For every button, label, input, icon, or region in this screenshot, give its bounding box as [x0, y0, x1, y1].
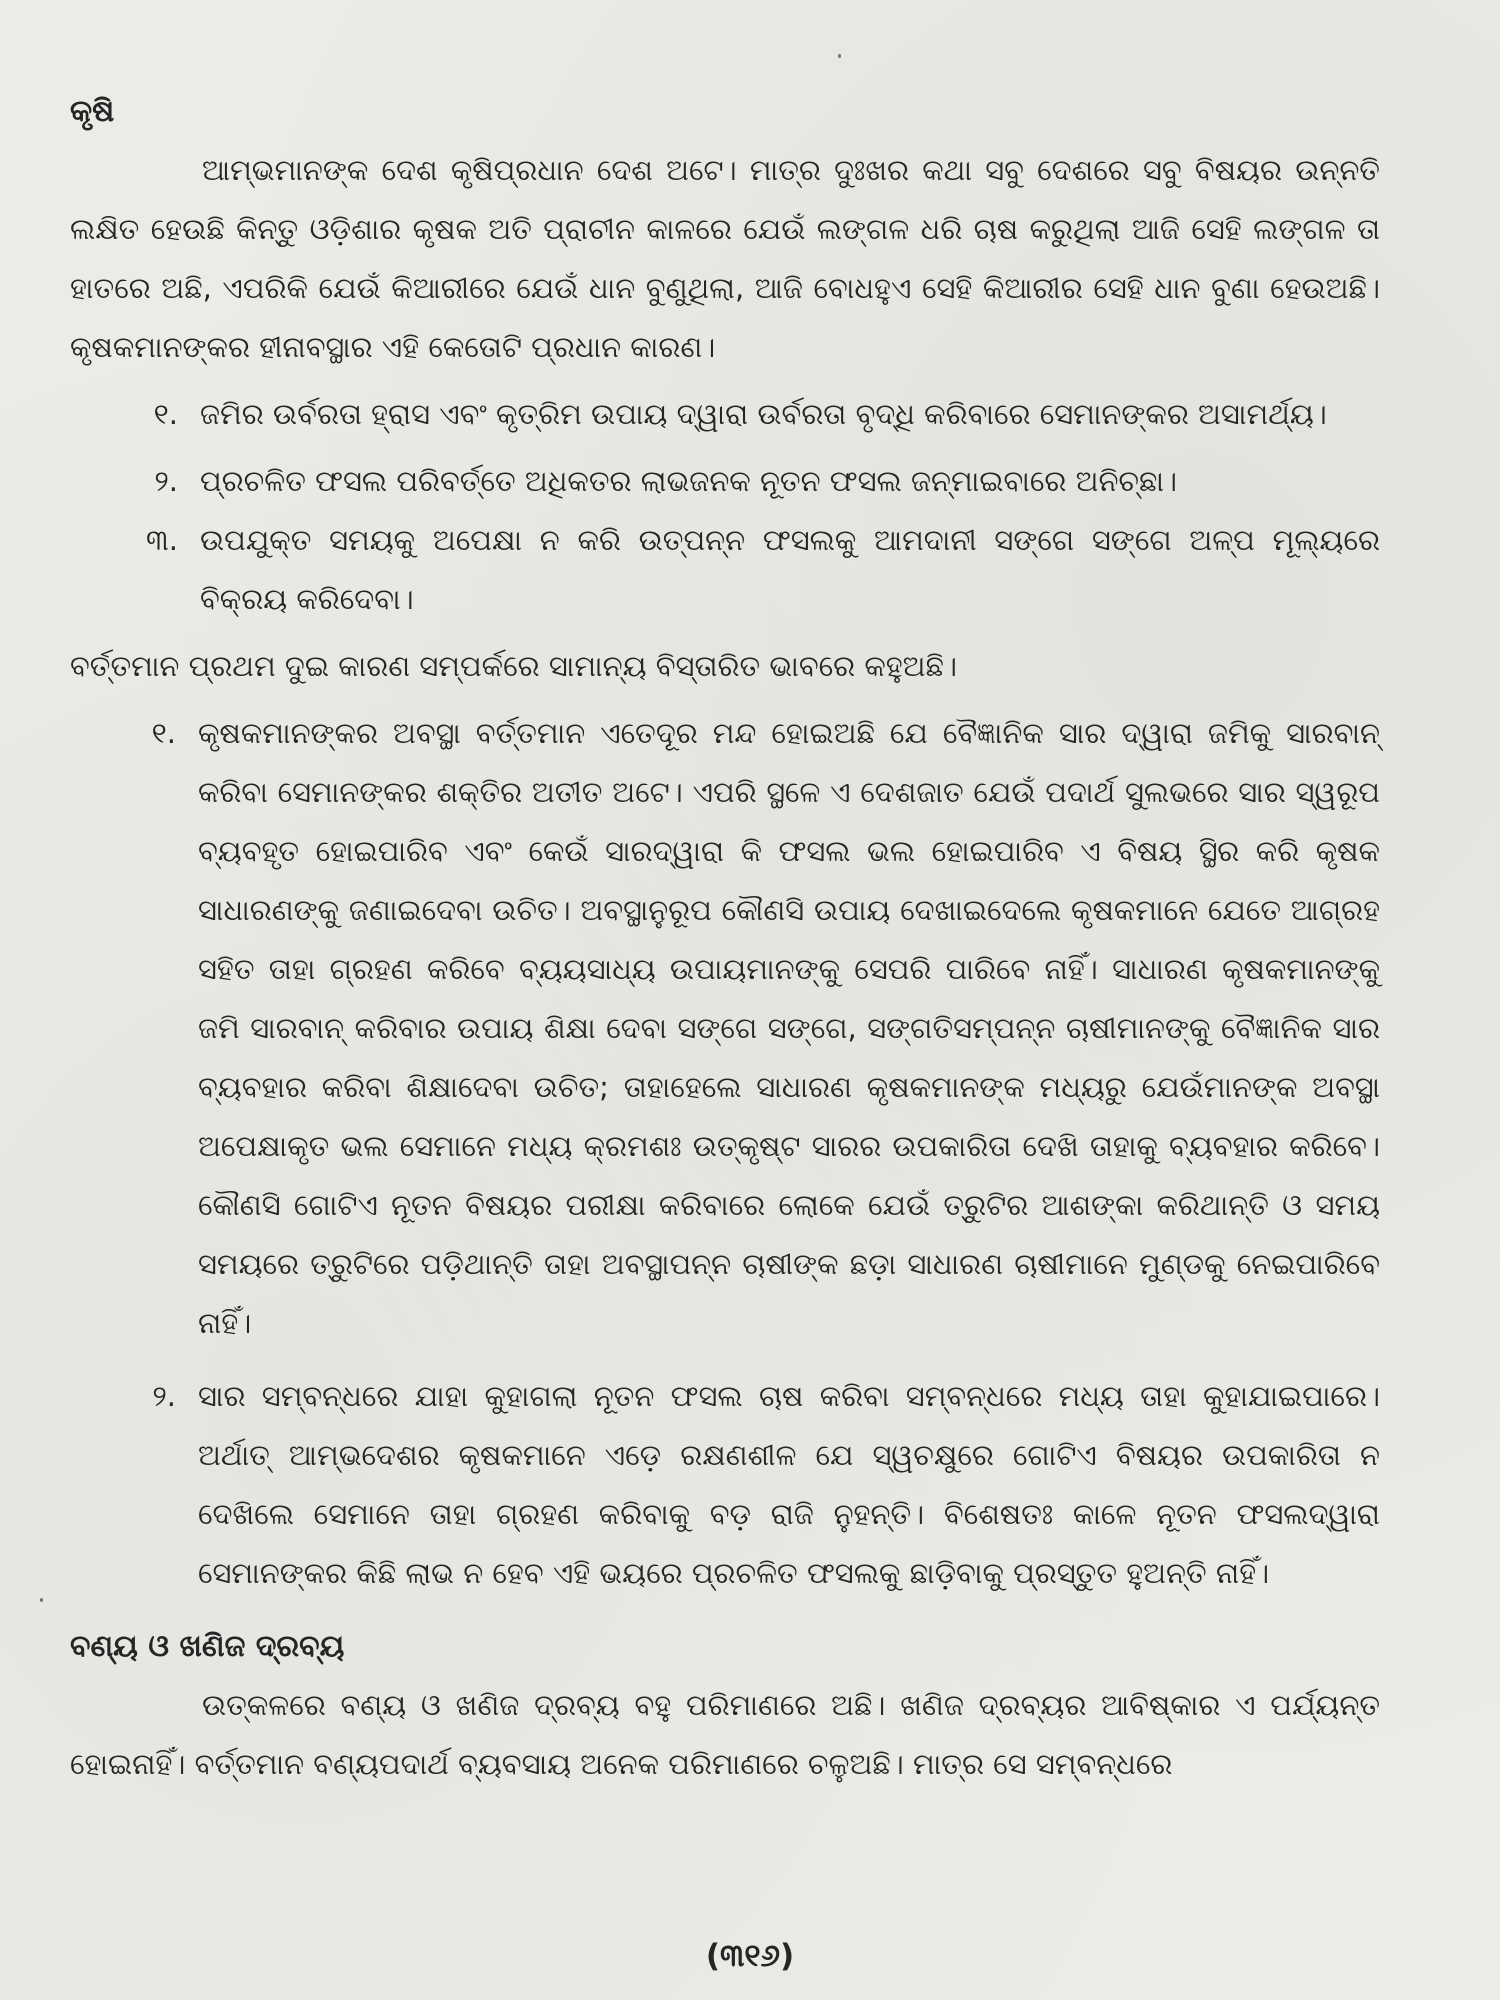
page-body	[70, 82, 1380, 1794]
section-heading-forest-minerals: ବଣ୍ୟ ଓ ଖଣିଜ ଦ୍ରବ୍ୟ	[70, 1629, 345, 1664]
explanation-intro: ବର୍ତ୍ତମାନ ପ୍ରଥମ ଦୁଇ କାରଣ ସମ୍ପର୍କରେ ସାମାନ୍ୟ ବିସ୍ତାରିତ ଭାବରେ କହୁଅଛି।	[70, 649, 957, 683]
list-text: ଉପଯୁକ୍ତ ସମୟକୁ ଅପେକ୍ଷା ନ କରି ଉତ୍ପନ୍ନ ଫସଲକୁ ଆମଦାନୀ ସଙ୍ଗେ ସଙ୍ଗେ ଅଳ୍ପ ମୂଲ୍ୟରେ ବିକ୍ରୟ କରିଦେବା।	[200, 523, 1380, 616]
list-text: କୃଷକମାନଙ୍କର ଅବସ୍ଥା ବର୍ତ୍ତମାନ ଏତେଦୂର ମନ୍ଦ ହୋଇଅଛି ଯେ ବୈଜ୍ଞାନିକ ସାର ଦ୍ୱାରା ଜମିକୁ ସାରବାନ୍ କରିବା ସେମାନଙ୍କର ଶକ୍ତିର ଅତୀତ ଅଟେ। ଏପରି ସ୍ଥଳେ ଏ ଦେଶଜାତ ଯେଉଁ ପଦାର୍ଥ ସୁଲଭରେ ସାର ସ୍ୱରୂପ ବ୍ୟବହୃତ ହୋଇପାରିବ ଏବଂ କେଉଁ ସାରଦ୍ୱାରା କି ଫସଲ ଭଲ ହୋଇପାରିବ ଏ ବିଷୟ ସ୍ଥିର କରି କୃଷକ ସାଧାରଣଙ୍କୁ ଜଣାଇଦେବା ଉଚିତ। ଅବସ୍ଥାନୁରୂପ କୌଣସି ଉପାୟ ଦେଖାଇଦେଲେ କୃଷକମାନେ ଯେତେ ଆଗ୍ରହ ସହିତ ତାହା ଗ୍ରହଣ କରିବେ ବ୍ୟୟସାଧ୍ୟ ଉପାୟମାନଙ୍କୁ ସେପରି ପାରିବେ ନାହିଁ। ସାଧାରଣ କୃଷକମାନଙ୍କୁ ଜମି ସାରବାନ୍ କରିବାର ଉପାୟ ଶିକ୍ଷା ଦେବା ସଙ୍ଗେ ସଙ୍ଗେ, ସଙ୍ଗତିସମ୍ପନ୍ନ ଚାଷୀମାନଙ୍କୁ ବୈଜ୍ଞାନିକ ସାର ବ୍ୟବହାର କରିବା ଶିକ୍ଷାଦେବା ଉଚିତ; ତାହାହେଲେ ସାଧାରଣ କୃଷକମାନଙ୍କ ମଧ୍ୟରୁ ଯେଉଁମାନଙ୍କ ଅବସ୍ଥା ଅପେକ୍ଷାକୃତ ଭଲ ସେମାନେ ମଧ୍ୟ କ୍ରମଶଃ ଉତ୍କୃଷ୍ଟ ସାରର ଉପକାରିତା ଦେଖି ତାହାକୁ ବ୍ୟବହାର କରିବେ। କୌଣସି ଗୋଟିଏ ନୂତନ ବିଷୟର ପରୀକ୍ଷା କରିବାରେ ଲୋକେ ଯେଉଁ ତ୍ରୁଟିର ଆଶଙ୍କା କରିଥାନ୍ତି ଓ ସମୟ ସମୟରେ ତ୍ରୁଟିରେ ପଡ଼ିଥାନ୍ତି ତାହା ଅବସ୍ଥାପନ୍ନ ଚାଷୀଙ୍କ ଛଡ଼ା ସାଧାରଣ ଚାଷୀମାନେ ମୁଣ୍ଡକୁ ନେଇପାରିବେ ନାହିଁ।	[198, 716, 1380, 1340]
paper-speck	[838, 54, 841, 58]
list-text: ସାର ସମ୍ବନ୍ଧରେ ଯାହା କୁହାଗଲା ନୂତନ ଫସଲ ଚାଷ କରିବା ସମ୍ବନ୍ଧରେ ମଧ୍ୟ ତାହା କୁହାଯାଇପାରେ। ଅର୍ଥାତ୍ ଆମ୍ଭଦେଶର କୃଷକମାନେ ଏଡ଼େ ରକ୍ଷଣଶୀଳ ଯେ ସ୍ୱଚକ୍ଷୁରେ ଗୋଟିଏ ବିଷୟର ଉପକାରିତା ନ ଦେଖିଲେ ସେମାନେ ତାହା ଗ୍ରହଣ କରିବାକୁ ବଡ଼ ରାଜି ନୁହନ୍ତି। ବିଶେଷତଃ କାଳେ ନୂତନ ଫସଲଦ୍ୱାରା ସେମାନଙ୍କର କିଛି ଲାଭ ନ ହେବ ଏହି ଭୟରେ ପ୍ରଚଳିତ ଫସଲକୁ ଛାଡ଼ିବାକୁ ପ୍ରସ୍ତୁତ ହୁଅନ୍ତି ନାହିଁ।	[198, 1379, 1380, 1590]
list-item-reason	[70, 511, 1380, 629]
list-number: ୩.	[145, 523, 178, 557]
list-item-explanation	[70, 704, 1380, 1353]
paper-speck	[40, 1598, 43, 1602]
list-text: ପ୍ରଚଳିତ ଫସଲ ପରିବର୍ତ୍ତେ ଅଧିକତର ଲାଭଜନକ ନୂତନ ଫସଲ ଜନ୍ମାଇବାରେ ଅନିଚ୍ଛା।	[200, 464, 1178, 498]
list-number: ୨.	[154, 464, 178, 498]
list-number: ୧.	[151, 716, 176, 750]
page-number: (୩୧୬)	[705, 1938, 795, 1974]
list-number: ୧.	[153, 397, 178, 431]
list-number: ୨.	[152, 1379, 176, 1413]
list-text: ଜମିର ଉର୍ବରତା ହ୍ରାସ ଏବଂ କୃତ୍ରିମ ଉପାୟ ଦ୍ୱାରା ଉର୍ବରତା ବୃଦ୍ଧି କରିବାରେ ସେମାନଙ୍କର ଅସାମର୍ଥ୍ୟ।	[200, 397, 1327, 431]
list-item-reason	[70, 385, 1380, 444]
forest-minerals-paragraph: ଉତ୍କଳରେ ବଣ୍ୟ ଓ ଖଣିଜ ଦ୍ରବ୍ୟ ବହୁ ପରିମାଣରେ ଅଛି। ଖଣିଜ ଦ୍ରବ୍ୟର ଆବିଷ୍କାର ଏ ପର୍ଯ୍ୟନ୍ତ ହୋଇନାହିଁ। ବର୍ତ୍ତମାନ ବଣ୍ୟପଦାର୍ଥ ବ୍ୟବସାୟ ଅନେକ ପରିମାଣରେ ଚଳୁଅଛି। ମାତ୍ର ସେ ସମ୍ବନ୍ଧରେ	[70, 1688, 1380, 1781]
list-item-reason	[70, 452, 1380, 511]
section-heading-agriculture: କୃଷି	[70, 94, 115, 129]
list-item-explanation	[70, 1367, 1380, 1603]
intro-paragraph: ଆମ୍ଭମାନଙ୍କ ଦେଶ କୃଷିପ୍ରଧାନ ଦେଶ ଅଟେ। ମାତ୍ର ଦୁଃଖର କଥା ସବୁ ଦେଶରେ ସବୁ ବିଷୟର ଉନ୍ନତି ଲକ୍ଷିତ ହେଉଛି କିନ୍ତୁ ଓଡ଼ିଶାର କୃଷକ ଅତି ପ୍ରାଚୀନ କାଳରେ ଯେଉଁ ଲଙ୍ଗଳ ଧରି ଚାଷ କରୁଥିଲା ଆଜି ସେହି ଲଙ୍ଗଳ ତା ହାତରେ ଅଛି, ଏପରିକି ଯେଉଁ କିଆରୀରେ ଯେଉଁ ଧାନ ବୁଣୁଥିଲା, ଆଜି ବୋଧହୁଏ ସେହି କିଆରୀର ସେହି ଧାନ ବୁଣା ହେଉଅଛି। କୃଷକମାନଙ୍କର ହୀନାବସ୍ଥାର ଏହି କେତୋଟି ପ୍ରଧାନ କାରଣ।	[70, 153, 1380, 364]
